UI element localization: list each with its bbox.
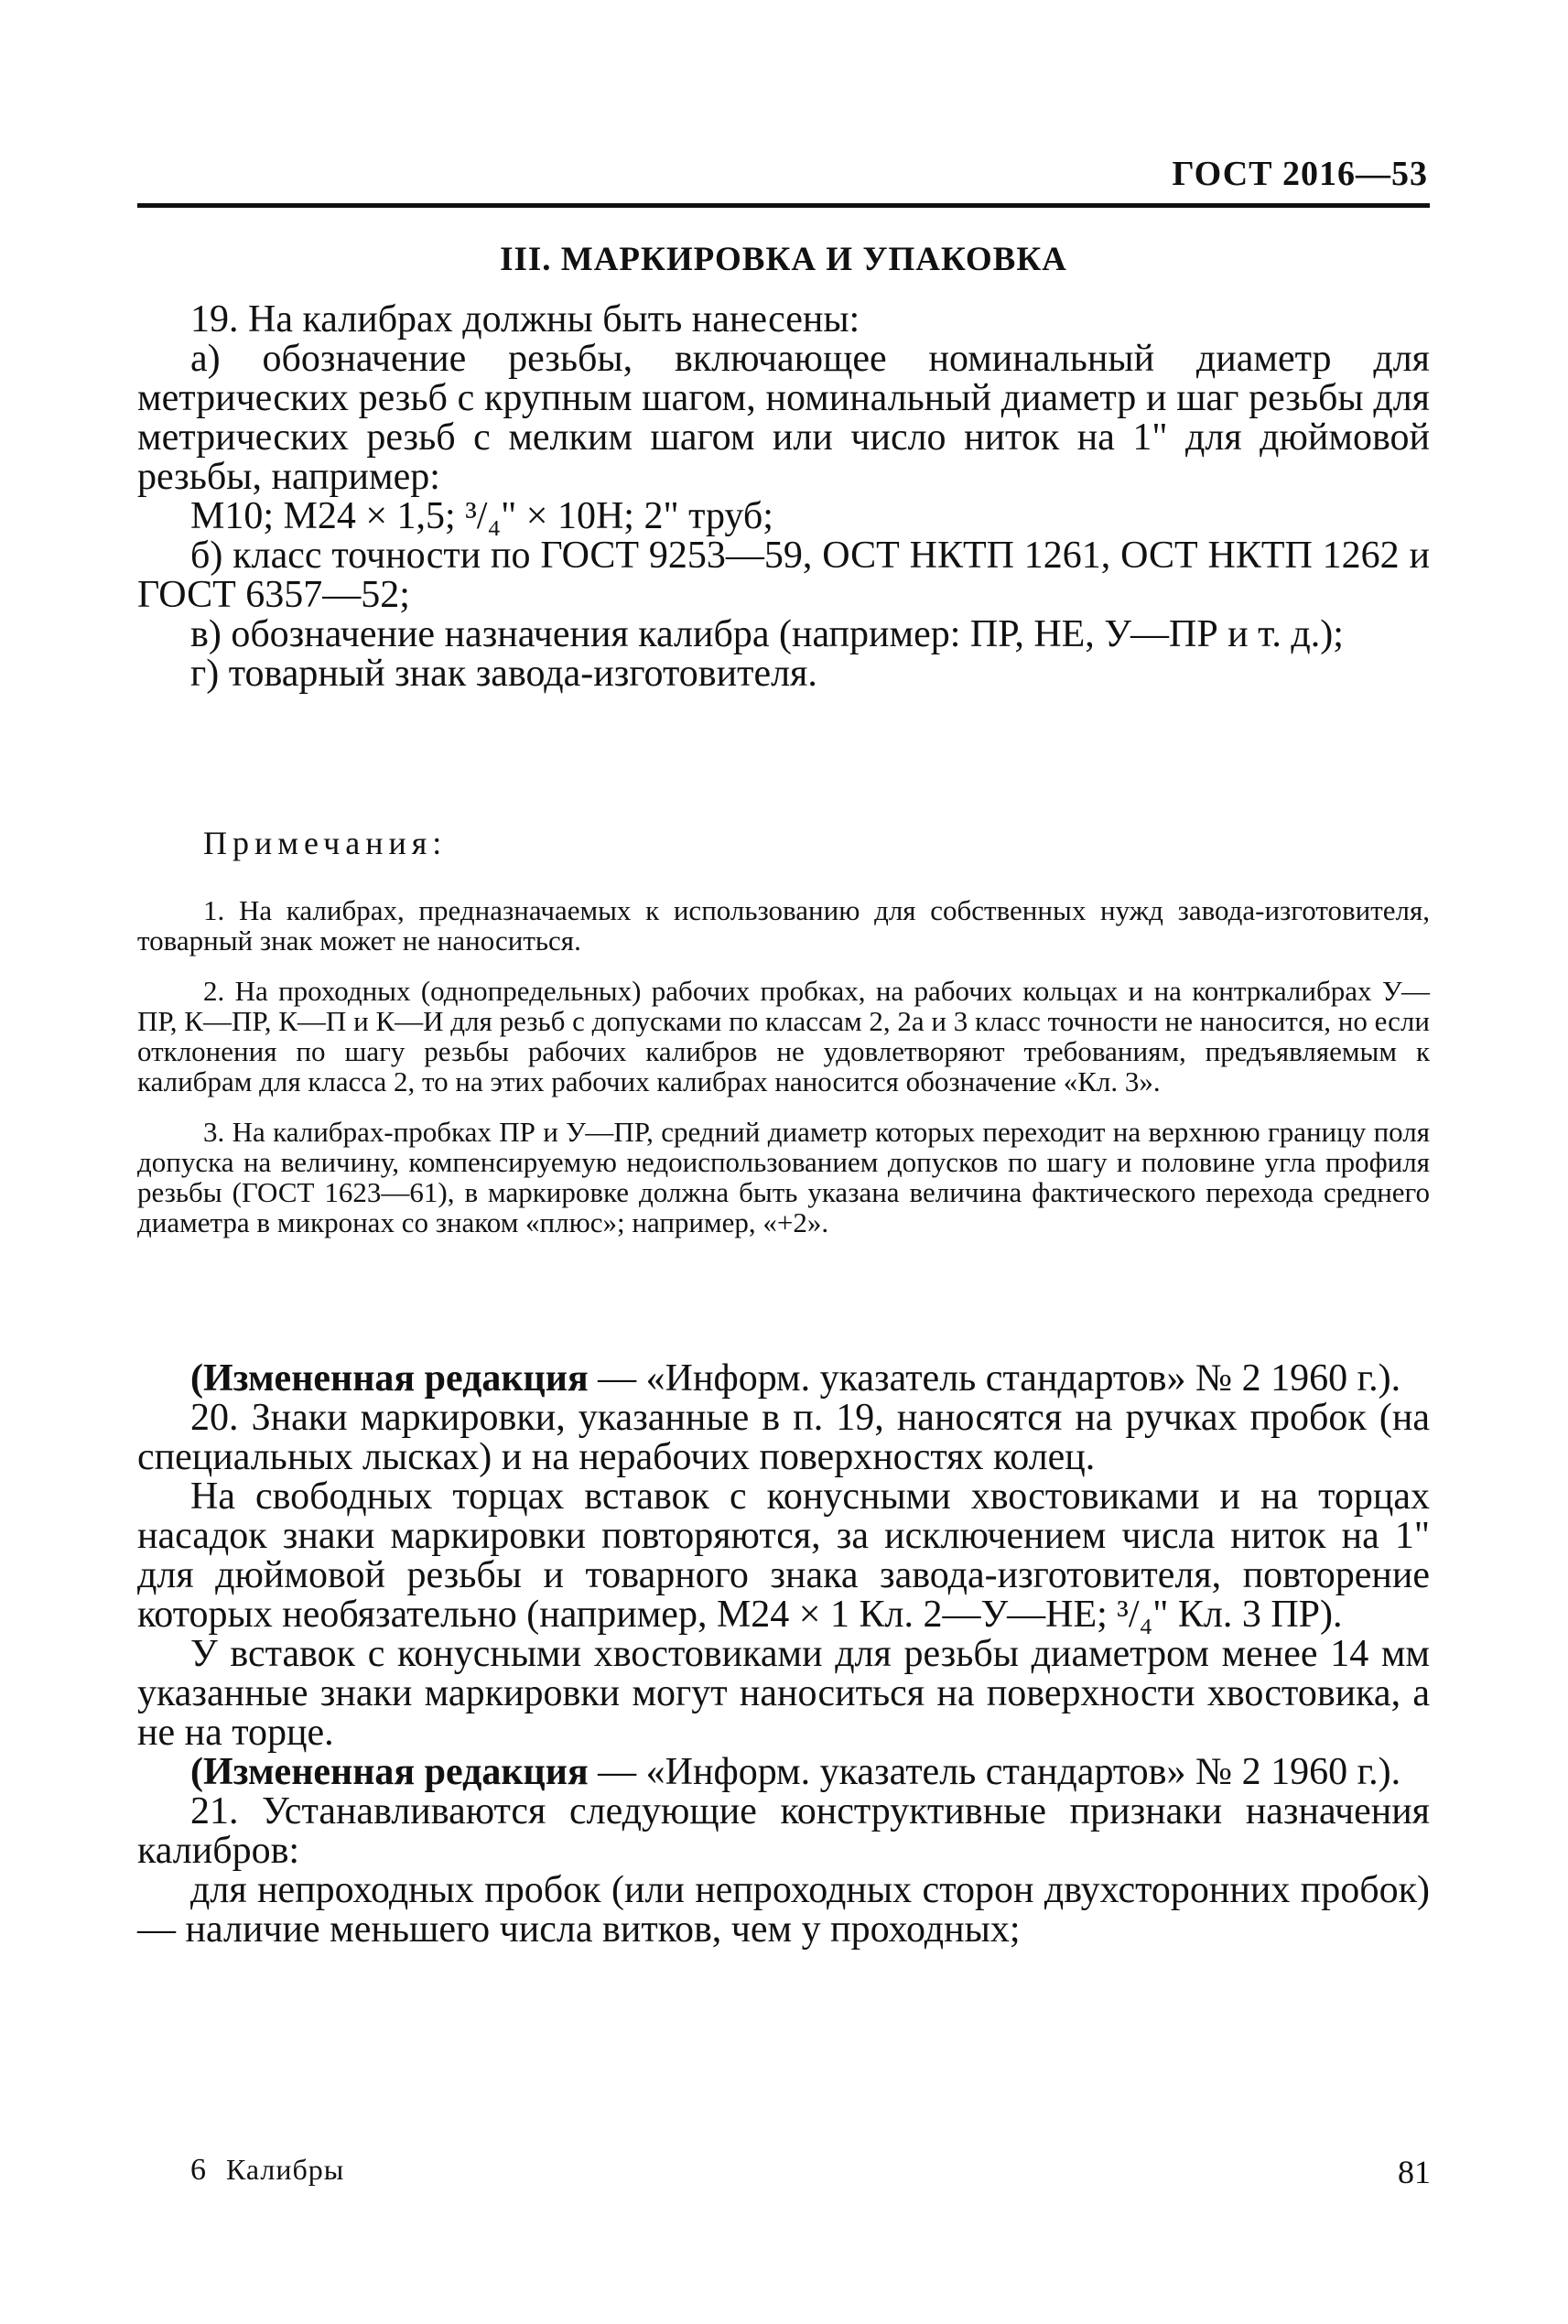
- section-title: III. МАРКИРОВКА И УПАКОВКА: [500, 241, 1067, 278]
- clause-19-block: [137, 300, 1430, 694]
- clause-20b: На свободных торцах вставок с конусными хвостовиками и на торцах насадок знаки маркировки повторяются, за исключением числа ниток на 1" для дюймовой резьбы и товарного знака завода-изготовителя, повторение которых необязательно (например, М24 × 1 Кл. 2—У—НЕ; ³/₄" Кл. 3 ПР).: [137, 1475, 1430, 1636]
- notes-block: [137, 824, 1430, 1238]
- amendment-2-bold: (Измененная редакция: [190, 1751, 589, 1793]
- notes-title: Примечания:: [203, 825, 448, 861]
- amendment-2-rest: — «Информ. указатель стандартов» № 2 1960 г.).: [588, 1751, 1401, 1793]
- amendment-1-bold: (Измененная редакция: [190, 1357, 589, 1400]
- clause-19c: в) обозначение назначения калибра (например: ПР, НЕ, У—ПР и т. д.);: [190, 613, 1344, 655]
- amendment-2: [137, 1753, 1430, 1792]
- footer-signature: [190, 2153, 344, 2188]
- amendment-1-rest: — «Информ. указатель стандартов» № 2 1960 г.).: [588, 1357, 1401, 1400]
- main-text-block: [137, 1359, 1430, 1950]
- clause-19a: а) обозначение резьбы, включающее номинальный диаметр для метрических резьб с крупным шагом, номинальный диаметр и шаг резьбы для метрических резьб с мелким шагом или число ниток на 1" для дюймовой резьбы, например:: [137, 338, 1430, 498]
- note-2: 2. На проходных (однопредельных) рабочих пробках, на рабочих кольцах и на контркалибрах У—ПР, К—ПР, К—П и К—И для резьб с допусками по классам 2, 2а и 3 класс точности не наносится, но если отклонения по шагу резьбы рабочих калибров не удовлетворяют требованиям, предъявляемым к калибрам для класса 2, то на этих рабочих калибрах наносится обозначение «Кл. 3».: [137, 975, 1430, 1097]
- clause-19: 19. На калибрах должны быть нанесены:: [190, 298, 860, 340]
- clause-19d: г) товарный знак завода-изготовителя.: [190, 653, 817, 695]
- note-3: 3. На калибрах-пробках ПР и У—ПР, средний диаметр которых переходит на верхнюю границу поля допуска на величину, компенсируемую недоиспользованием допусков по шагу и половине угла профиля резьбы (ГОСТ 1623—61), в маркировке должна быть указана величина фактического перехода среднего диаметра в микронах со знаком «плюс»; например, «+2».: [137, 1116, 1430, 1238]
- page-number: 81: [1398, 2154, 1431, 2190]
- signature-label: Калибры: [226, 2153, 345, 2186]
- amendment-1: [137, 1359, 1430, 1399]
- clause-19b: б) класс точности по ГОСТ 9253—59, ОСТ НКТП 1261, ОСТ НКТП 1262 и ГОСТ 6357—52;: [137, 535, 1430, 616]
- clause-20: 20. Знаки маркировки, указанные в п. 19, наносятся на ручках пробок (на специальных лысках) и на нерабочих поверхностях колец.: [137, 1397, 1430, 1478]
- signature-number: 6: [190, 2153, 206, 2187]
- clause-19-example: М10; М24 × 1,5; ³/₄" × 10Н; 2" труб;: [190, 495, 773, 537]
- note-1: 1. На калибрах, предназначаемых к использованию для собственных нужд завода-изготовителя, товарный знак может не наноситься.: [137, 894, 1430, 957]
- clause-21a: для непроходных пробок (или непроходных сторон двухсторонних пробок) — наличие меньшего числа витков, чем у проходных;: [137, 1869, 1430, 1951]
- doc-code: ГОСТ 2016—53: [1172, 155, 1428, 193]
- clause-20c: У вставок с конусными хвостовиками для резьбы диаметром менее 14 мм указанные знаки маркировки могут наноситься на поверхности хвостовика, а не на торце.: [137, 1633, 1430, 1754]
- header-rule: [137, 203, 1430, 208]
- clause-21: 21. Устанавливаются следующие конструктивные признаки назначения калибров:: [137, 1790, 1430, 1872]
